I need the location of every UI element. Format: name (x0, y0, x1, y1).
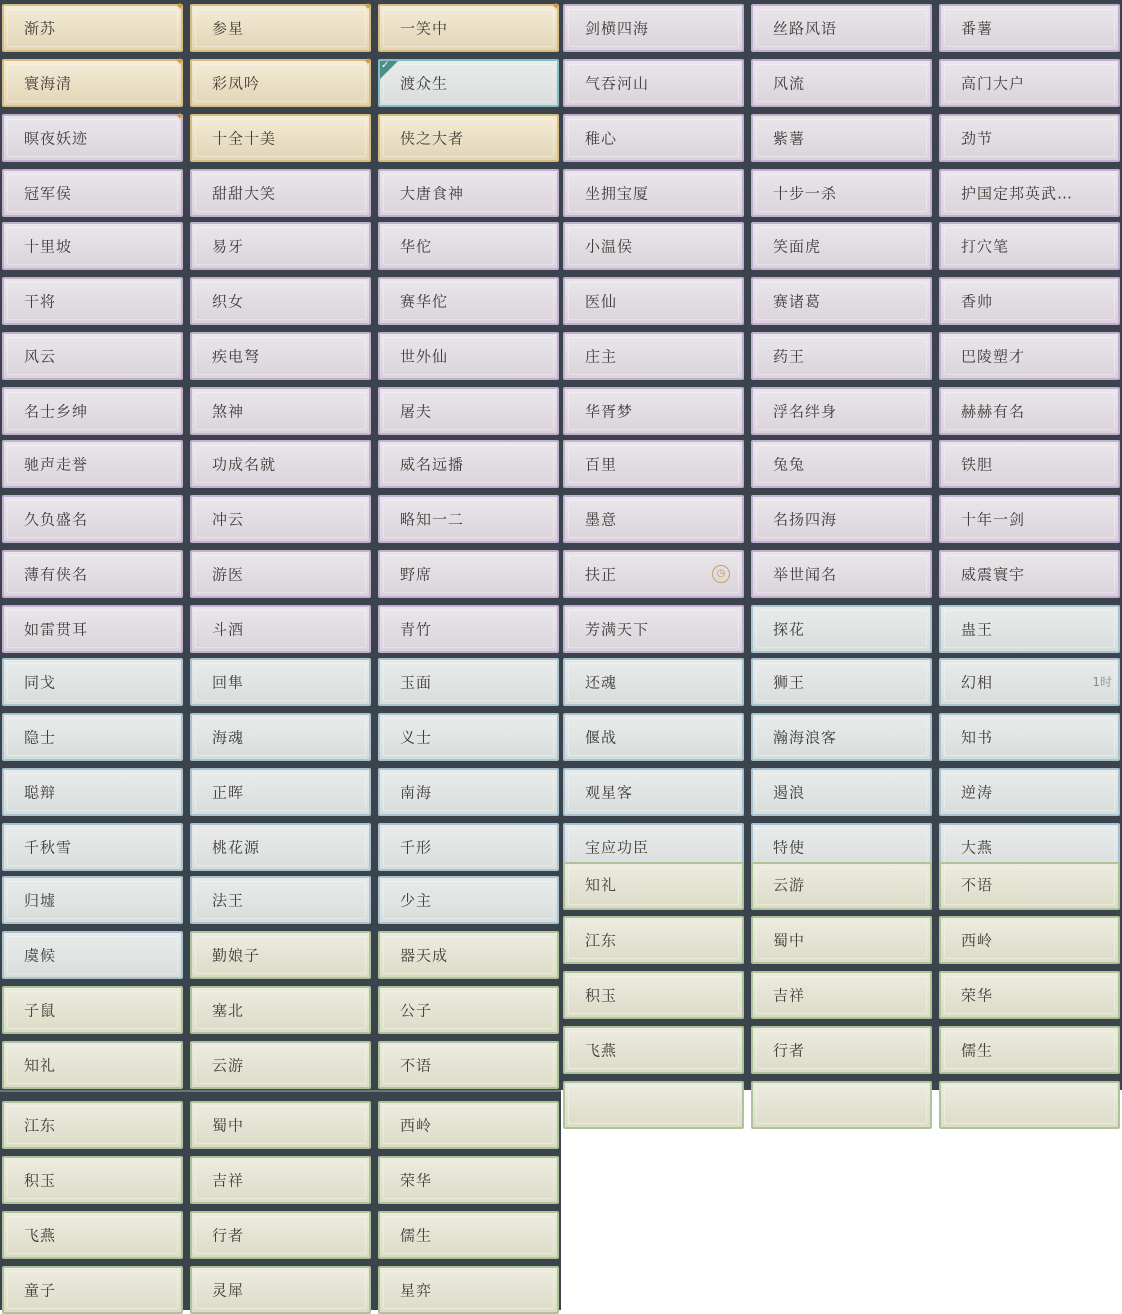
title-card-label: 儒生 (961, 1041, 994, 1060)
title-card[interactable] (939, 440, 1120, 488)
title-card-label: 偃战 (585, 728, 618, 747)
title-card[interactable] (190, 222, 371, 270)
title-card[interactable] (2, 495, 183, 543)
title-card[interactable] (190, 823, 371, 871)
title-card[interactable] (378, 59, 559, 107)
title-card-label: 十年一剑 (961, 510, 1026, 529)
title-card[interactable] (190, 605, 371, 653)
title-card-label: 江东 (585, 931, 618, 950)
title-card-label: 特使 (773, 838, 806, 857)
title-card-label: 一笑中 (400, 19, 449, 38)
title-card-label: 屠夫 (400, 402, 433, 421)
title-card-label: 斗酒 (212, 620, 245, 639)
title-card-label: 易牙 (212, 237, 245, 256)
title-card[interactable] (751, 169, 932, 217)
title-card-label: 西岭 (400, 1116, 433, 1135)
title-card-label: 暝夜妖迹 (24, 129, 89, 148)
title-card[interactable] (563, 916, 744, 964)
title-card[interactable] (563, 169, 744, 217)
title-card[interactable] (190, 931, 371, 979)
title-card[interactable] (939, 862, 1120, 910)
title-card-label: 冠军侯 (24, 184, 73, 203)
title-card-label: 芳满天下 (585, 620, 650, 639)
title-card[interactable] (563, 971, 744, 1019)
title-card-label: 瀚海浪客 (773, 728, 838, 747)
title-card-label: 扶正 (585, 565, 618, 584)
title-card[interactable] (378, 823, 559, 871)
title-card-label: 器天成 (400, 946, 449, 965)
title-card-label: 云游 (773, 876, 806, 894)
title-card-label: 铁胆 (961, 455, 994, 474)
title-card-label: 同戈 (24, 673, 57, 692)
title-card[interactable] (378, 658, 559, 706)
title-card[interactable] (939, 916, 1120, 964)
title-card-label: 西岭 (961, 931, 994, 950)
title-card[interactable] (190, 332, 371, 380)
title-card[interactable] (378, 1156, 559, 1204)
title-card[interactable] (190, 658, 371, 706)
title-card[interactable] (2, 1156, 183, 1204)
title-card-label: 名扬四海 (773, 510, 838, 529)
title-card-label: 野席 (400, 565, 433, 584)
title-card[interactable] (378, 114, 559, 162)
title-card-label: 甜甜大笑 (212, 184, 277, 203)
title-card[interactable] (190, 1101, 371, 1149)
title-card[interactable] (939, 550, 1120, 598)
title-card-label: 正晖 (212, 783, 245, 802)
title-card[interactable] (939, 277, 1120, 325)
title-card-label: 兔兔 (773, 455, 806, 474)
title-card[interactable] (939, 971, 1120, 1019)
title-card[interactable] (563, 495, 744, 543)
title-card[interactable] (190, 1156, 371, 1204)
title-card-label: 驰声走誉 (24, 455, 89, 474)
title-card-label: 风流 (773, 74, 806, 93)
title-card-label: 蜀中 (773, 931, 806, 950)
title-card-label: 江东 (24, 1116, 57, 1135)
title-card-label: 华佗 (400, 237, 433, 256)
title-card[interactable] (563, 332, 744, 380)
title-card[interactable] (190, 1041, 371, 1089)
title-card-partial (563, 1081, 744, 1129)
title-card[interactable] (563, 713, 744, 761)
title-card[interactable] (751, 4, 932, 52)
selected-check-icon: ✓ (380, 61, 398, 79)
title-card[interactable] (2, 713, 183, 761)
title-card-label: 华胥梦 (585, 402, 634, 421)
title-card-label: 行者 (212, 1226, 245, 1245)
title-card-label: 狮王 (773, 673, 806, 692)
title-card-label: 少主 (400, 891, 433, 910)
title-card[interactable] (378, 495, 559, 543)
title-card[interactable] (2, 605, 183, 653)
title-card[interactable] (939, 605, 1120, 653)
title-card-label: 风云 (24, 347, 57, 366)
title-card-label: 织女 (212, 292, 245, 311)
title-card[interactable] (2, 550, 183, 598)
title-card-label: 儒生 (400, 1226, 433, 1245)
title-card-label: 赛诸葛 (773, 292, 822, 311)
title-card[interactable] (378, 550, 559, 598)
title-card-label: 千形 (400, 838, 433, 857)
new-star-icon: ✦ (551, 0, 561, 13)
title-card[interactable] (751, 332, 932, 380)
title-card-label: 义士 (400, 728, 433, 747)
title-card[interactable] (563, 862, 744, 910)
title-list-panel-left (0, 0, 561, 1310)
title-list-panel-right (561, 0, 1122, 1090)
title-card-label: 笑面虎 (773, 237, 822, 256)
new-star-icon: ✦ (175, 0, 185, 13)
title-card[interactable] (2, 1211, 183, 1259)
title-card-label: 药王 (773, 347, 806, 366)
title-card[interactable] (751, 916, 932, 964)
title-card[interactable] (378, 387, 559, 435)
title-card-label: 紫薯 (773, 129, 806, 148)
title-card[interactable] (378, 277, 559, 325)
title-card-label: 积玉 (585, 986, 618, 1005)
title-card-label: 大唐食神 (400, 184, 465, 203)
title-card[interactable] (2, 0, 185, 52)
title-card[interactable] (563, 605, 744, 653)
title-card[interactable] (751, 971, 932, 1019)
title-card-label: 遏浪 (773, 783, 806, 802)
title-card-label: 海魂 (212, 728, 245, 747)
title-card[interactable] (2, 110, 185, 162)
title-card-label: 宝应功臣 (585, 838, 650, 857)
title-card-label: 归墟 (24, 891, 57, 910)
title-card[interactable] (378, 332, 559, 380)
title-card[interactable] (939, 713, 1120, 761)
title-card[interactable] (378, 768, 559, 816)
title-card-label: 蛊王 (961, 620, 994, 639)
title-card-label: 打穴笔 (961, 237, 1010, 256)
title-card[interactable] (190, 169, 371, 217)
title-card[interactable] (751, 1026, 932, 1074)
title-card[interactable] (190, 876, 371, 924)
title-card-label: 积玉 (24, 1171, 57, 1190)
title-card-label: 彩凤吟 (212, 74, 261, 93)
title-card-label: 坐拥宝厦 (585, 184, 650, 203)
title-card-label: 吉祥 (773, 986, 806, 1005)
title-card-label: 冲云 (212, 510, 245, 529)
title-card-label: 幻相 (961, 673, 994, 692)
title-card[interactable] (190, 387, 371, 435)
title-card-label: 医仙 (585, 292, 618, 311)
title-card[interactable] (939, 768, 1120, 816)
title-card-label: 法王 (212, 891, 245, 910)
title-card[interactable] (751, 59, 932, 107)
title-card[interactable] (190, 768, 371, 816)
title-card-label: 煞神 (212, 402, 245, 421)
title-card-label: 蜀中 (212, 1116, 245, 1135)
title-card-label: 聪辩 (24, 783, 57, 802)
title-card-label: 知礼 (585, 876, 618, 894)
title-card[interactable] (378, 713, 559, 761)
title-card-label: 气吞河山 (585, 74, 650, 93)
title-card-label: 十里坡 (24, 237, 73, 256)
title-card[interactable] (2, 931, 183, 979)
title-card-label: 灵犀 (212, 1281, 245, 1300)
title-card[interactable] (2, 332, 183, 380)
title-card-label: 勤娘子 (212, 946, 261, 965)
title-card[interactable] (190, 0, 373, 52)
title-card[interactable] (378, 986, 559, 1034)
title-card[interactable] (2, 876, 183, 924)
title-card[interactable] (378, 1266, 559, 1314)
title-card-label: 十步一杀 (773, 184, 838, 203)
title-card[interactable] (563, 550, 744, 598)
title-card-label: 寰海清 (24, 74, 73, 93)
title-card[interactable] (190, 986, 371, 1034)
title-card[interactable] (939, 59, 1120, 107)
title-card-partial (939, 1081, 1120, 1129)
title-card-label: 逆涛 (961, 783, 994, 802)
title-card[interactable] (2, 1266, 183, 1314)
title-card-label: 赫赫有名 (961, 402, 1026, 421)
title-card[interactable] (2, 823, 183, 871)
title-card-label: 疾电弩 (212, 347, 261, 366)
title-card-label: 举世闻名 (773, 565, 838, 584)
title-card[interactable] (939, 387, 1120, 435)
title-card[interactable] (751, 713, 932, 761)
title-card[interactable] (751, 768, 932, 816)
time-remaining-text: 1时 (1092, 675, 1112, 689)
title-card-label: 荣华 (400, 1171, 433, 1190)
title-card[interactable] (2, 169, 183, 217)
title-card[interactable] (2, 1101, 183, 1149)
title-card-label: 隐士 (24, 728, 57, 747)
title-card-label: 香帅 (961, 292, 994, 311)
title-card-label: 童子 (24, 1281, 57, 1300)
title-card-label: 剑横四海 (585, 19, 650, 38)
title-card-label: 稚心 (585, 129, 618, 148)
title-card[interactable] (378, 876, 559, 924)
title-card-label: 荣华 (961, 986, 994, 1005)
title-card[interactable] (751, 658, 932, 706)
title-card[interactable] (751, 277, 932, 325)
title-card-label: 青竹 (400, 620, 433, 639)
title-card[interactable] (939, 4, 1120, 52)
new-star-icon: ✦ (175, 110, 185, 123)
title-card-label: 渐苏 (24, 19, 57, 38)
title-card[interactable] (751, 222, 932, 270)
title-card[interactable] (190, 495, 371, 543)
title-card-label: 知礼 (24, 1056, 57, 1075)
title-card-label: 劲节 (961, 129, 994, 148)
title-card[interactable] (2, 768, 183, 816)
title-card-label: 飞燕 (585, 1041, 618, 1060)
title-card[interactable] (2, 55, 185, 107)
title-card[interactable] (563, 277, 744, 325)
title-card[interactable] (563, 59, 744, 107)
title-card-label: 渡众生 (400, 74, 449, 93)
title-card[interactable] (751, 495, 932, 543)
title-card-label: 十全十美 (212, 129, 277, 148)
title-card[interactable] (378, 222, 559, 270)
title-card[interactable] (378, 931, 559, 979)
title-card-partial (751, 1081, 932, 1129)
title-card[interactable] (190, 55, 373, 107)
title-card[interactable] (751, 605, 932, 653)
title-card-label: 巴陵塑才 (961, 347, 1026, 366)
new-star-icon: ✦ (363, 0, 373, 13)
title-card[interactable] (190, 114, 371, 162)
title-card[interactable] (190, 277, 371, 325)
title-card[interactable] (751, 114, 932, 162)
title-card-label: 不语 (400, 1056, 433, 1075)
title-card[interactable] (2, 277, 183, 325)
title-card[interactable] (751, 862, 932, 910)
title-card-label: 如雷贯耳 (24, 620, 89, 639)
title-card-label: 大燕 (961, 838, 994, 857)
title-card-label: 高门大户 (961, 74, 1026, 93)
title-card-label: 回隼 (212, 673, 245, 692)
title-card-label: 名士乡绅 (24, 402, 89, 421)
new-star-icon: ✦ (363, 55, 373, 68)
title-card-label: 墨意 (585, 510, 618, 529)
title-card-label: 威名远播 (400, 455, 465, 474)
title-card[interactable] (190, 550, 371, 598)
title-card[interactable] (378, 1211, 559, 1259)
title-card-label: 丝路风语 (773, 19, 838, 38)
title-card[interactable] (563, 440, 744, 488)
title-card[interactable] (939, 495, 1120, 543)
new-star-icon: ✦ (175, 55, 185, 68)
title-card[interactable] (563, 114, 744, 162)
title-card-label: 知书 (961, 728, 994, 747)
title-card-label: 侠之大者 (400, 129, 465, 148)
title-card[interactable] (2, 658, 183, 706)
title-card-label: 星弈 (400, 1281, 433, 1300)
title-card[interactable] (378, 605, 559, 653)
title-card[interactable] (190, 1211, 371, 1259)
title-card-label: 威震寰宇 (961, 565, 1026, 584)
title-card[interactable] (939, 222, 1120, 270)
title-card-label: 庄主 (585, 347, 618, 366)
title-card-label: 子鼠 (24, 1001, 57, 1020)
title-card[interactable] (2, 986, 183, 1034)
title-card-label: 虞候 (24, 946, 57, 965)
title-card[interactable] (751, 387, 932, 435)
title-card[interactable] (751, 550, 932, 598)
title-card[interactable] (751, 440, 932, 488)
title-card-label: 千秋雪 (24, 838, 73, 857)
screenshot-seam (0, 1090, 561, 1092)
title-card[interactable] (563, 4, 744, 52)
title-card[interactable] (563, 768, 744, 816)
title-card[interactable] (563, 658, 744, 706)
title-card[interactable] (190, 440, 371, 488)
title-card-label: 吉祥 (212, 1171, 245, 1190)
title-card-label: 探花 (773, 620, 806, 639)
title-card-label: 不语 (961, 876, 994, 894)
title-card-label: 赛华佗 (400, 292, 449, 311)
title-card[interactable] (378, 169, 559, 217)
title-card[interactable] (563, 222, 744, 270)
title-card-label: 游医 (212, 565, 245, 584)
title-card-label: 干将 (24, 292, 57, 311)
title-card[interactable] (378, 0, 561, 52)
title-card[interactable] (190, 713, 371, 761)
title-card-label: 略知一二 (400, 510, 465, 529)
title-card[interactable] (939, 1026, 1120, 1074)
title-card-label: 百里 (585, 455, 618, 474)
title-card[interactable] (2, 1041, 183, 1089)
title-card-label: 浮名绊身 (773, 402, 838, 421)
title-card-label: 小温侯 (585, 237, 634, 256)
title-card-label: 云游 (212, 1056, 245, 1075)
title-card[interactable] (378, 1101, 559, 1149)
title-card[interactable] (563, 387, 744, 435)
title-card[interactable] (939, 114, 1120, 162)
title-card-label: 塞北 (212, 1001, 245, 1020)
title-card-label: 行者 (773, 1041, 806, 1060)
title-card-label: 桃花源 (212, 838, 261, 857)
title-card[interactable] (2, 387, 183, 435)
title-card[interactable] (378, 1041, 559, 1089)
title-card-label: 番薯 (961, 19, 994, 38)
title-card-label: 观星客 (585, 783, 634, 802)
title-card[interactable] (939, 658, 1120, 706)
title-card[interactable] (190, 1266, 371, 1314)
title-card-label: 飞燕 (24, 1226, 57, 1245)
clock-badge-icon: ◷ (712, 565, 730, 583)
title-card-label: 还魂 (585, 673, 618, 692)
title-card[interactable] (939, 332, 1120, 380)
title-card-label: 世外仙 (400, 347, 449, 366)
title-card-label: 薄有侠名 (24, 565, 89, 584)
title-card-label: 久负盛名 (24, 510, 89, 529)
title-card-label: 玉面 (400, 673, 433, 692)
title-card-label: 南海 (400, 783, 433, 802)
title-card-label: 护国定邦英武… (961, 184, 1074, 203)
title-card-label: 功成名就 (212, 455, 277, 474)
title-card-label: 参星 (212, 19, 245, 38)
title-card[interactable] (2, 440, 183, 488)
title-card[interactable] (2, 222, 183, 270)
title-card-label: 公子 (400, 1001, 433, 1020)
title-card[interactable] (939, 169, 1120, 217)
title-card[interactable] (563, 1026, 744, 1074)
title-card[interactable] (378, 440, 559, 488)
